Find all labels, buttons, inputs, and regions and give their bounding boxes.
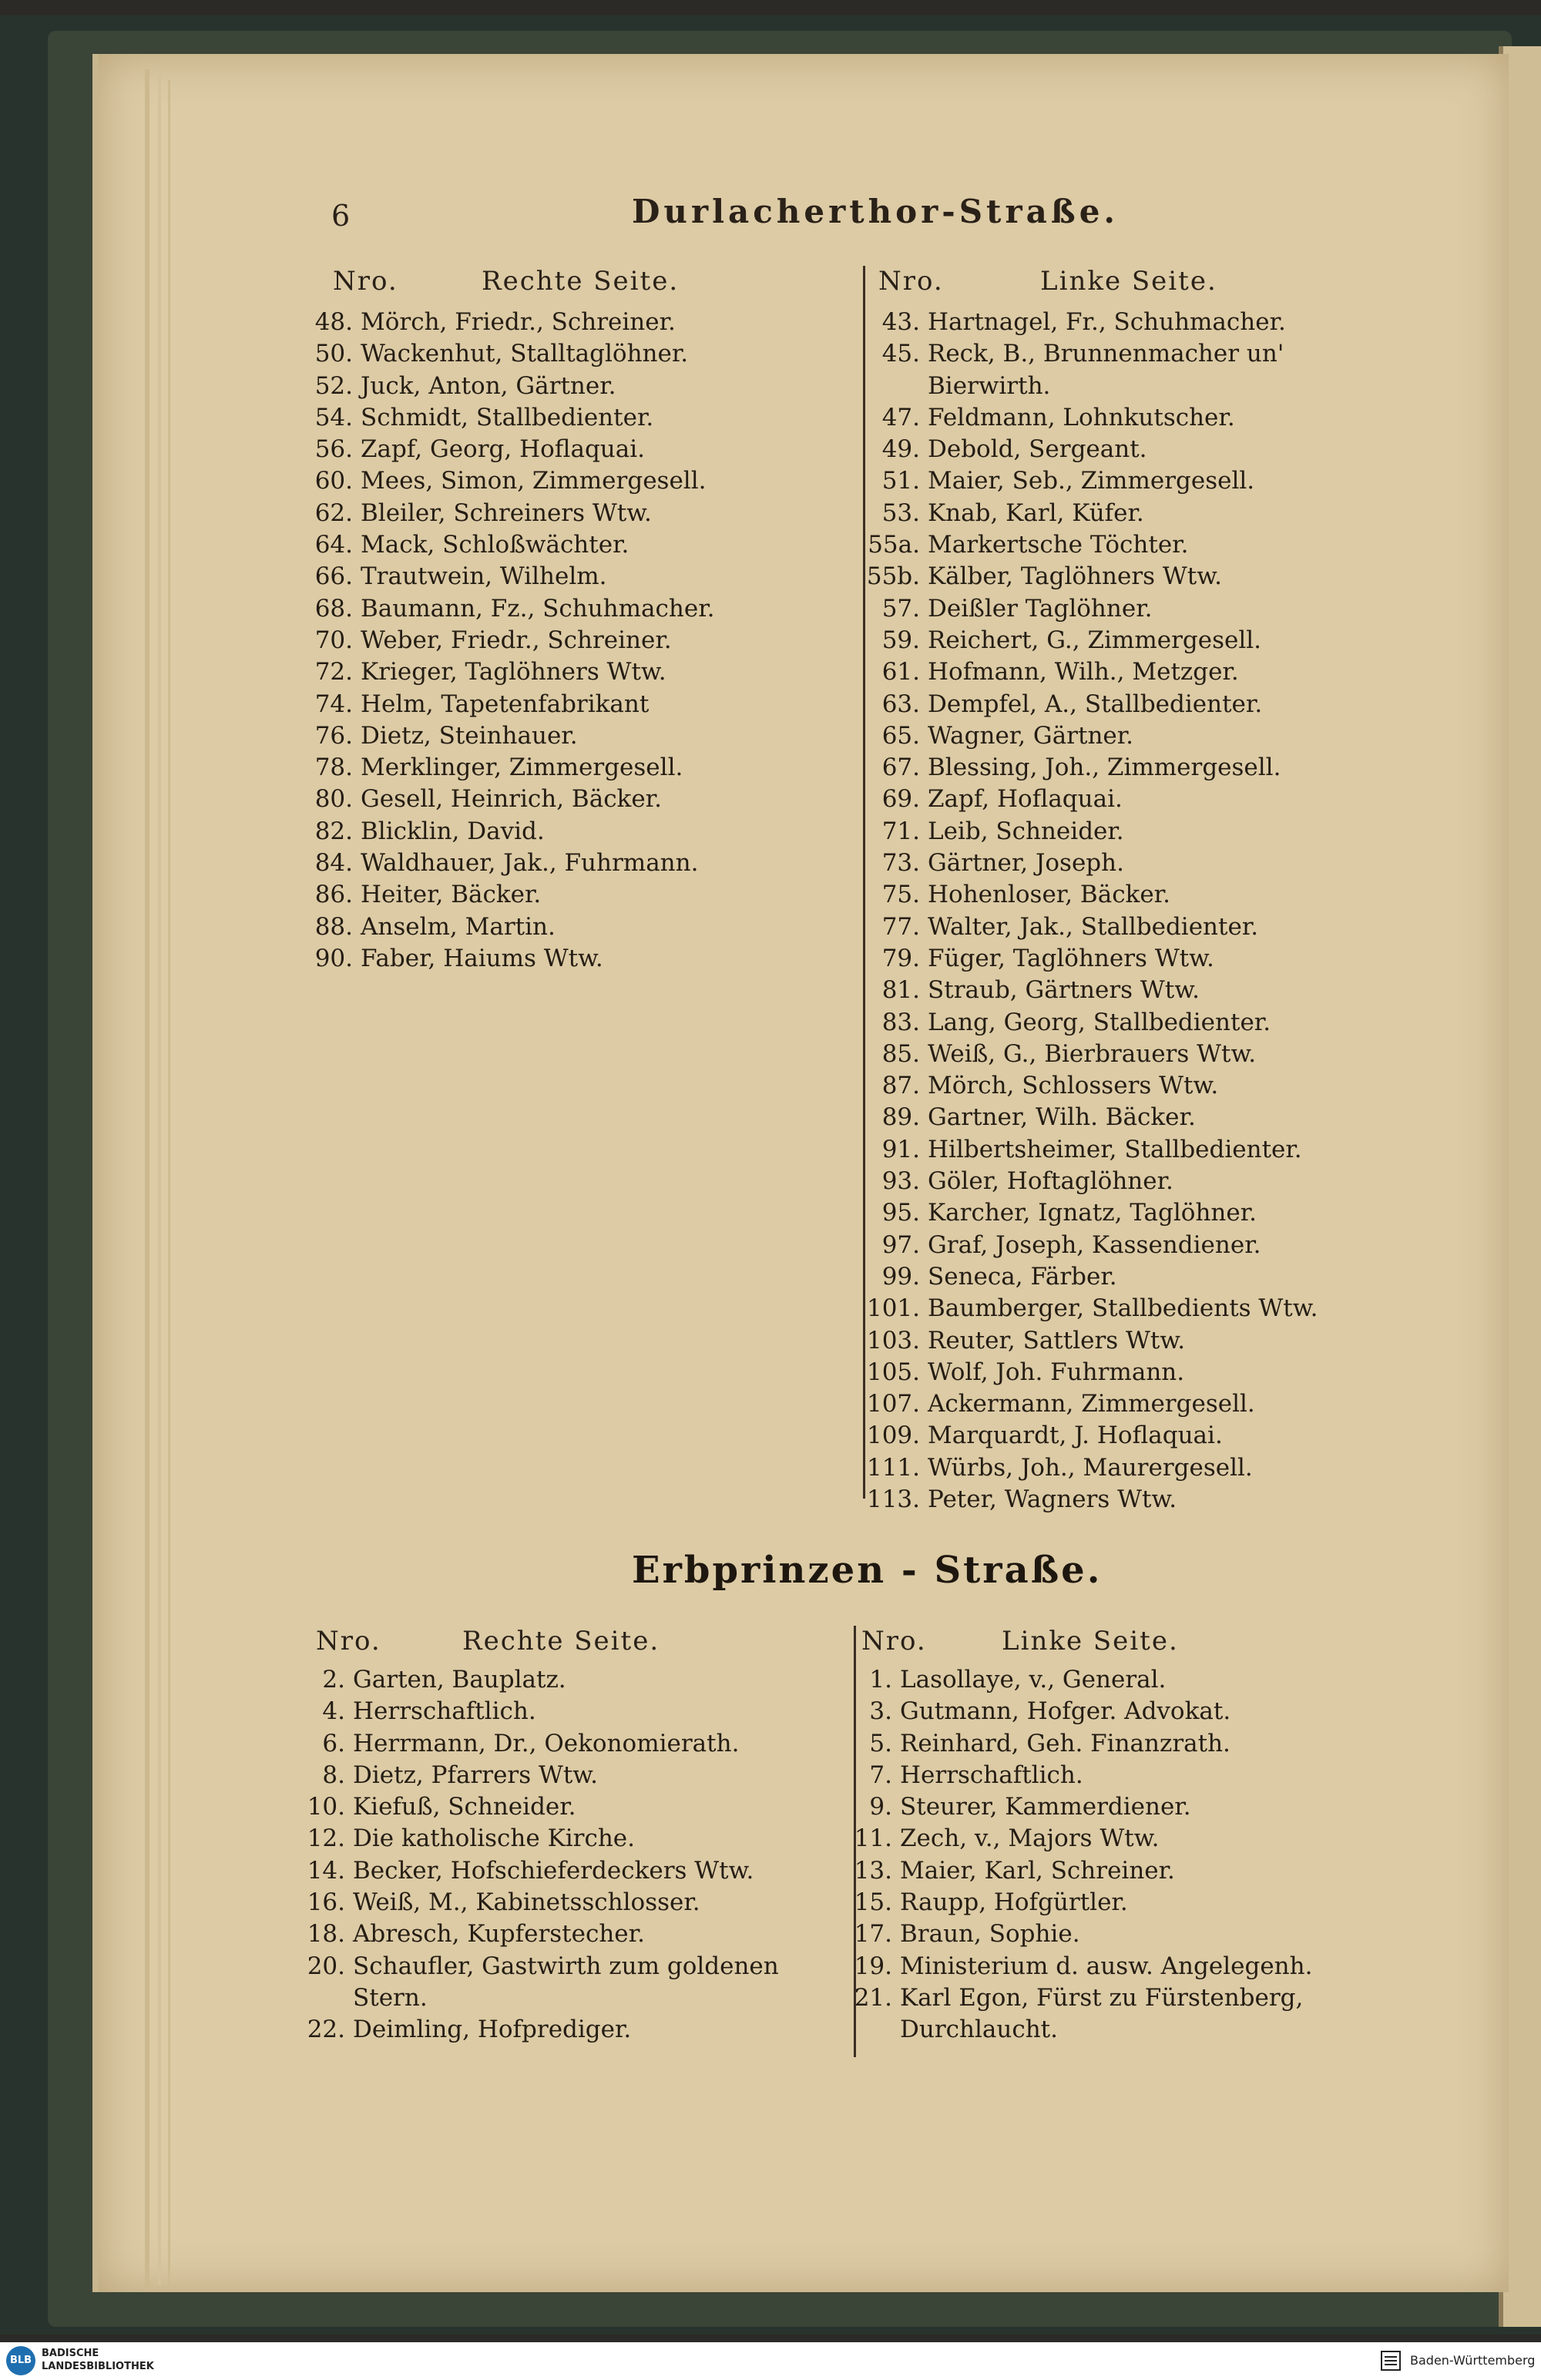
entry-continuation: Bierwirth. (928, 371, 1051, 400)
column-header-nro: Nro. (861, 1626, 927, 1657)
entry-number: 103. (866, 1326, 920, 1354)
entry-number: 90. (314, 944, 353, 972)
entry-name: Ackermann, Zimmergesell. (928, 1390, 1255, 1418)
list-item (308, 434, 714, 465)
entry-number: 93. (881, 1167, 920, 1196)
list-item (308, 307, 714, 338)
entry-number: 57. (881, 594, 920, 623)
entry-number: 55b. (866, 562, 920, 591)
list-item (848, 1664, 1312, 1696)
list-item (855, 434, 1318, 465)
entry-number: 53. (881, 498, 920, 527)
entry-name: Markertsche Töchter. (928, 531, 1189, 559)
entry-name: Baumann, Fz., Schuhmacher. (361, 594, 715, 623)
entry-number: 9. (869, 1793, 892, 1821)
entry-name: Leib, Schneider. (928, 817, 1124, 845)
list-item (308, 656, 714, 688)
entry-number: 56. (314, 435, 353, 464)
entry-name: Kälber, Taglöhners Wtw. (928, 562, 1222, 591)
entry-name: Dietz, Pfarrers Wtw. (353, 1761, 599, 1789)
entry-number: 8. (322, 1761, 345, 1789)
list-item (855, 720, 1318, 752)
entry-name: Hartnagel, Fr., Schuhmacher. (928, 308, 1286, 336)
list-item (855, 1484, 1318, 1516)
entry-number: 50. (314, 340, 353, 368)
baden-wuerttemberg-crest-icon (1379, 2349, 1402, 2372)
entry-name: Blessing, Joh., Zimmergesell. (928, 754, 1281, 782)
list-item (855, 752, 1318, 784)
entry-name: Zapf, Hoflaquai. (928, 785, 1123, 814)
entry-name: Merklinger, Zimmergesell. (361, 754, 683, 782)
entry-number: 20. (307, 1952, 345, 1980)
entry-name: Bleiler, Schreiners Wtw. (361, 498, 652, 527)
entry-name: Herrschaftlich. (900, 1761, 1083, 1789)
page-edge-line (168, 80, 170, 2284)
list-item (848, 1918, 1312, 1950)
entry-number: 80. (314, 785, 353, 814)
list-item (300, 1855, 779, 1887)
entry-name: Weber, Friedr., Schreiner. (361, 626, 672, 654)
list-item (855, 1102, 1318, 1133)
entry-number: 13. (854, 1856, 892, 1885)
column-header-nro: Nro. (333, 266, 398, 297)
entry-number: 76. (314, 721, 353, 750)
entry-name: Reinhard, Geh. Finanzrath. (900, 1729, 1230, 1757)
entry-number: 113. (866, 1485, 920, 1513)
entry-number: 5. (869, 1729, 892, 1757)
entry-name: Marquardt, J. Hoflaquai. (928, 1422, 1223, 1450)
entry-number: 19. (854, 1952, 892, 1980)
column-header-right-side: Rechte Seite. (482, 266, 680, 297)
entry-number: 77. (881, 912, 920, 941)
street2-left-list (848, 1664, 1312, 2046)
entry-number: 11. (854, 1824, 892, 1853)
entry-number: 48. (314, 308, 353, 336)
entry-name: Straub, Gärtners Wtw. (928, 976, 1200, 1005)
list-item (855, 848, 1318, 879)
page-number: 6 (331, 199, 351, 233)
entry-name: Kiefuß, Schneider. (353, 1793, 576, 1821)
entry-number: 43. (881, 308, 920, 336)
page-edge-line (145, 69, 149, 2288)
entry-name: Maier, Seb., Zimmergesell. (928, 467, 1255, 495)
entry-name: Becker, Hofschieferdeckers Wtw. (353, 1856, 754, 1885)
list-item (855, 498, 1318, 529)
street2-right-list (300, 1664, 779, 2046)
list-item (308, 784, 714, 815)
blb-logo-icon: BLB (6, 2346, 35, 2375)
entry-number: 75. (881, 881, 920, 909)
entry-number: 85. (881, 1039, 920, 1068)
entry-name: Göler, Hoftaglöhner. (928, 1167, 1173, 1196)
entry-number: 52. (314, 371, 353, 400)
list-item (855, 1166, 1318, 1197)
list-item (848, 1887, 1312, 1918)
entry-name: Deimling, Hofprediger. (353, 2016, 632, 2044)
entry-name: Debold, Sergeant. (928, 435, 1147, 464)
entry-number: 4. (322, 1697, 345, 1726)
list-item (300, 1664, 779, 1696)
blb-line1: BADISCHE (42, 2348, 99, 2359)
entry-number: 70. (314, 626, 353, 654)
entry-number: 61. (881, 658, 920, 686)
entry-name: Heiter, Bäcker. (361, 881, 542, 909)
entry-name: Reuter, Sattlers Wtw. (928, 1326, 1186, 1354)
list-item (855, 307, 1318, 338)
entry-name: Wagner, Gärtner. (928, 721, 1134, 750)
list-item (848, 1696, 1312, 1727)
list-item (855, 689, 1318, 720)
entry-name: Raupp, Hofgürtler. (900, 1888, 1128, 1917)
entry-name: Knab, Karl, Küfer. (928, 498, 1144, 527)
entry-name: Mörch, Friedr., Schreiner. (361, 308, 676, 336)
list-item (308, 593, 714, 625)
entry-number: 66. (314, 562, 353, 591)
list-item (855, 1070, 1318, 1102)
entry-name: Waldhauer, Jak., Fuhrmann. (361, 849, 699, 878)
list-item (855, 625, 1318, 656)
entry-number: 95. (881, 1199, 920, 1227)
entry-name: Lang, Georg, Stallbedienter. (928, 1008, 1271, 1036)
list-item (308, 943, 714, 975)
entry-number: 83. (881, 1008, 920, 1036)
entry-number: 74. (314, 690, 353, 718)
list-item (300, 1918, 779, 1950)
list-item (300, 1728, 779, 1760)
list-item (855, 1357, 1318, 1388)
entry-name: Mörch, Schlossers Wtw. (928, 1072, 1219, 1100)
entry-name: Maier, Karl, Schreiner. (900, 1856, 1175, 1885)
entry-number: 51. (881, 467, 920, 495)
entry-name: Garten, Bauplatz. (353, 1666, 566, 1694)
blb-line2: LANDESBIBLIOTHEK (42, 2361, 154, 2372)
street-title-erbprinzen: Erbprinzen - Straße. (632, 1549, 1103, 1592)
list-item (855, 1230, 1318, 1261)
list-item (855, 1420, 1318, 1452)
entry-number: 2. (322, 1666, 345, 1694)
list-item (308, 752, 714, 784)
list-item (300, 1696, 779, 1727)
list-item (308, 879, 714, 911)
entry-number: 87. (881, 1072, 920, 1100)
entry-name: Baumberger, Stallbedients Wtw. (928, 1294, 1318, 1323)
entry-name: Mees, Simon, Zimmergesell. (361, 467, 707, 495)
entry-continuation: Durchlaucht. (900, 2016, 1058, 2044)
list-item (855, 1261, 1318, 1293)
entry-name: Zapf, Georg, Hoflaquai. (361, 435, 646, 464)
entry-number: 69. (881, 785, 920, 814)
entry-number: 45. (881, 340, 920, 368)
entry-number: 47. (881, 403, 920, 431)
list-item (855, 338, 1318, 370)
entry-name: Dietz, Steinhauer. (361, 721, 578, 750)
entry-number: 1. (869, 1666, 892, 1694)
column-header-nro: Nro. (878, 266, 944, 297)
list-item (308, 720, 714, 752)
list-item (855, 1007, 1318, 1039)
footer-bar (0, 2342, 1541, 2380)
entry-number: 3. (869, 1697, 892, 1726)
list-item (855, 784, 1318, 815)
list-item (300, 1791, 779, 1823)
entry-name: Gutmann, Hofger. Advokat. (900, 1697, 1231, 1726)
list-item (308, 911, 714, 943)
entry-name: Würbs, Joh., Maurergesell. (928, 1453, 1253, 1482)
entry-name: Braun, Sophie. (900, 1920, 1080, 1949)
entry-continuation: Stern. (353, 1983, 428, 2012)
entry-number: 60. (314, 467, 353, 495)
list-item (855, 561, 1318, 592)
entry-name: Ministerium d. ausw. Angelegenh. (900, 1952, 1313, 1980)
entry-number: 12. (307, 1824, 345, 1853)
list-item (855, 1452, 1318, 1484)
entry-number: 105. (866, 1358, 920, 1386)
column-header-nro: Nro. (316, 1626, 381, 1657)
entry-number: 62. (314, 498, 353, 527)
entry-name: Hilbertsheimer, Stallbedienter. (928, 1135, 1302, 1163)
baden-wuerttemberg-label: Baden-Württemberg (1410, 2353, 1536, 2368)
list-item (848, 1951, 1312, 1982)
list-item (855, 656, 1318, 688)
entry-name: Abresch, Kupferstecher. (353, 1920, 645, 1949)
blb-wordmark (42, 2347, 154, 2373)
column-header-right-side: Rechte Seite. (462, 1626, 660, 1657)
entry-number: 91. (881, 1135, 920, 1163)
list-item (855, 529, 1318, 561)
entry-number: 82. (314, 817, 353, 845)
list-item (848, 1982, 1312, 2014)
list-item (300, 1760, 779, 1791)
column-header-left-side: Linke Seite. (1040, 266, 1217, 297)
entry-name: Schmidt, Stallbedienter. (361, 403, 654, 431)
list-item (848, 1728, 1312, 1760)
list-item (308, 402, 714, 434)
entry-name: Graf, Joseph, Kassendiener. (928, 1230, 1261, 1259)
entry-number: 21. (854, 1983, 892, 2012)
list-item (300, 1951, 779, 1982)
entry-number: 107. (866, 1390, 920, 1418)
entry-name: Weiß, G., Bierbrauers Wtw. (928, 1039, 1257, 1068)
entry-name: Mack, Schloßwächter. (361, 531, 629, 559)
entry-name: Lasollaye, v., General. (900, 1666, 1167, 1694)
entry-name: Anselm, Martin. (361, 912, 556, 941)
entry-number: 59. (881, 626, 920, 654)
entry-name: Gartner, Wilh. Bäcker. (928, 1103, 1196, 1132)
entry-name: Faber, Haiums Wtw. (361, 944, 603, 972)
list-item (300, 1887, 779, 1918)
entry-name: Wackenhut, Stalltaglöhner. (361, 340, 689, 368)
entry-name: Reck, B., Brunnenmacher un' (928, 340, 1284, 368)
list-item (308, 371, 714, 402)
entry-name: Dempfel, A., Stallbedienter. (928, 690, 1263, 718)
entry-number: 10. (307, 1793, 345, 1821)
list-item (308, 338, 714, 370)
entry-number: 73. (881, 849, 920, 878)
entry-name: Peter, Wagners Wtw. (928, 1485, 1177, 1513)
entry-number: 86. (314, 881, 353, 909)
list-item (855, 816, 1318, 848)
list-item (308, 689, 714, 720)
list-item (308, 529, 714, 561)
entry-name: Herrschaftlich. (353, 1697, 536, 1726)
entry-name: Gesell, Heinrich, Bäcker. (361, 785, 662, 814)
entry-number: 88. (314, 912, 353, 941)
list-item (308, 625, 714, 656)
entry-number: 54. (314, 403, 353, 431)
list-item (848, 1760, 1312, 1791)
entry-number: 55a. (868, 531, 920, 559)
entry-name: Blicklin, David. (361, 817, 545, 845)
list-item (308, 848, 714, 879)
entry-number: 15. (854, 1888, 892, 1917)
entry-name: Hofmann, Wilh., Metzger. (928, 658, 1239, 686)
entry-name: Füger, Taglöhners Wtw. (928, 944, 1214, 972)
entry-number: 65. (881, 721, 920, 750)
column-header-left-side: Linke Seite. (1002, 1626, 1179, 1657)
page-edge-line (158, 74, 161, 2285)
entry-number: 71. (881, 817, 920, 845)
entry-name: Deißler Taglöhner. (928, 594, 1153, 623)
list-item (308, 816, 714, 848)
list-item (308, 561, 714, 592)
entry-name: Helm, Tapetenfabrikant (361, 690, 650, 718)
list-item (855, 943, 1318, 975)
entry-name: Steurer, Kammerdiener. (900, 1793, 1191, 1821)
entry-name: Die katholische Kirche. (353, 1824, 636, 1853)
entry-name: Walter, Jak., Stallbedienter. (928, 912, 1259, 941)
list-item (308, 465, 714, 497)
entry-name: Trautwein, Wilhelm. (361, 562, 607, 591)
entry-name: Seneca, Färber. (928, 1262, 1117, 1291)
entry-number: 89. (881, 1103, 920, 1132)
entry-number: 22. (307, 2016, 345, 2044)
entry-number: 99. (881, 1262, 920, 1291)
list-item (855, 1134, 1318, 1166)
entry-number: 97. (881, 1230, 920, 1259)
list-item (855, 1388, 1318, 1420)
list-item (300, 1823, 779, 1855)
entry-number: 17. (854, 1920, 892, 1949)
entry-name: Herrmann, Dr., Oekonomierath. (353, 1729, 740, 1757)
entry-name: Weiß, M., Kabinetsschlosser. (353, 1888, 700, 1917)
list-item (855, 1039, 1318, 1070)
entry-number: 14. (307, 1856, 345, 1885)
list-item (308, 498, 714, 529)
entry-number: 72. (314, 658, 353, 686)
entry-number: 18. (307, 1920, 345, 1949)
entry-name: Zech, v., Majors Wtw. (900, 1824, 1160, 1853)
list-item (855, 975, 1318, 1006)
entry-number: 6. (322, 1729, 345, 1757)
street-title-durlacherthor: Durlacherthor-Straße. (632, 193, 1120, 230)
entry-number: 64. (314, 531, 353, 559)
entry-name: Krieger, Taglöhners Wtw. (361, 658, 666, 686)
list-item (855, 402, 1318, 434)
list-item (848, 1791, 1312, 1823)
entry-number: 81. (881, 976, 920, 1005)
entry-number: 84. (314, 849, 353, 878)
street1-right-list (308, 307, 714, 975)
entry-number: 68. (314, 594, 353, 623)
entry-number: 79. (881, 944, 920, 972)
entry-name: Hohenloser, Bäcker. (928, 881, 1170, 909)
entry-number: 7. (869, 1761, 892, 1789)
entry-number: 78. (314, 754, 353, 782)
entry-number: 16. (307, 1888, 345, 1917)
list-item (855, 879, 1318, 911)
entry-number: 111. (866, 1453, 920, 1482)
list-item (855, 1293, 1318, 1324)
entry-number: 63. (881, 690, 920, 718)
entry-name: Schaufler, Gastwirth zum goldenen (353, 1952, 779, 1980)
entry-name: Wolf, Joh. Fuhrmann. (928, 1358, 1185, 1386)
entry-name: Karl Egon, Fürst zu Fürstenberg, (900, 1983, 1304, 2012)
list-item (855, 1197, 1318, 1229)
list-item (855, 465, 1318, 497)
list-item (855, 1325, 1318, 1357)
entry-number: 109. (866, 1422, 920, 1450)
entry-name: Karcher, Ignatz, Taglöhner. (928, 1199, 1257, 1227)
entry-number: 67. (881, 754, 920, 782)
street1-left-list (855, 307, 1318, 1516)
entry-number: 49. (881, 435, 920, 464)
entry-number: 101. (866, 1294, 920, 1323)
list-item (855, 911, 1318, 943)
list-item (855, 593, 1318, 625)
list-item (300, 2014, 779, 2046)
entry-name: Feldmann, Lohnkutscher. (928, 403, 1235, 431)
entry-name: Juck, Anton, Gärtner. (361, 371, 616, 400)
entry-name: Gärtner, Joseph. (928, 849, 1124, 878)
list-item (848, 1855, 1312, 1887)
entry-name: Reichert, G., Zimmergesell. (928, 626, 1262, 654)
list-item (848, 1823, 1312, 1855)
